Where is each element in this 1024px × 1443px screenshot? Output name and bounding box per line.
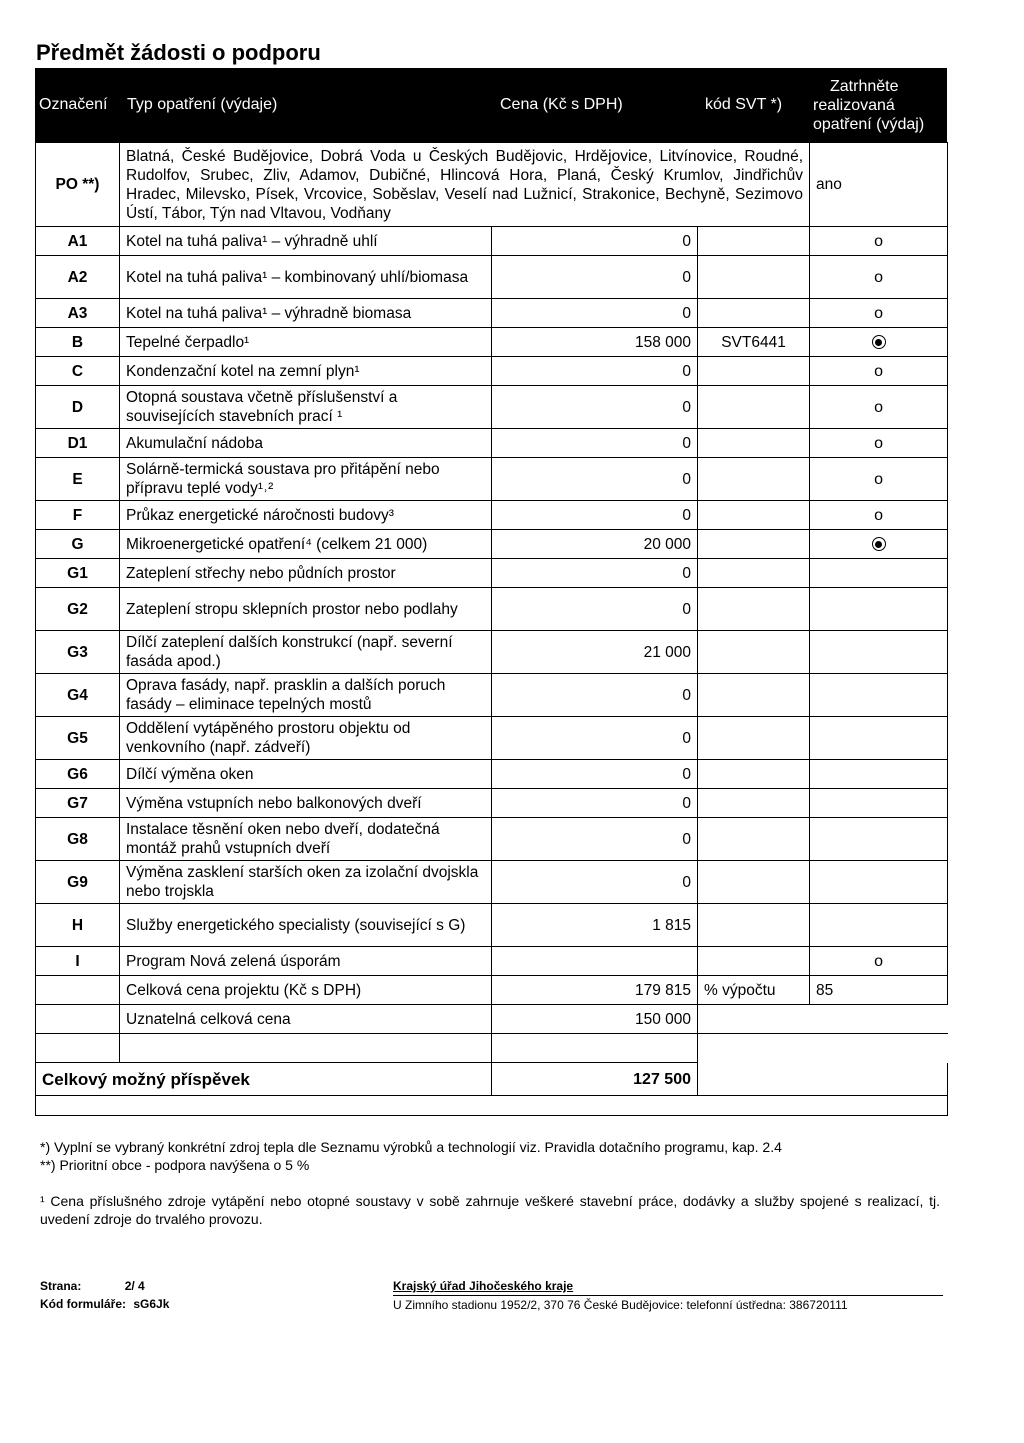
row-svt [698,717,810,760]
row-code: F [36,501,120,530]
empty-cell [810,1063,948,1096]
total-row [36,1034,948,1063]
empty-cell [810,1034,948,1063]
row-label: Oprava fasády, např. prasklin a dalších poruch fasády – eliminace tepelných mostů [120,674,492,717]
row-price: 20 000 [492,530,698,559]
row-price: 0 [492,256,698,299]
row-mark[interactable] [810,501,948,530]
row-label: Kondenzační kotel na zemní plyn¹ [120,357,492,386]
row-mark[interactable] [810,631,948,674]
row-code: D1 [36,429,120,458]
unselected-radio-icon[interactable]: o [874,470,883,488]
note-svt: *) Vyplní se vybraný konkrétní zdroj tepla dle Seznamu výrobků a technologií viz. Pravidla dotačního programu, kap. 2.4 [40,1139,782,1155]
row-label: Oddělení vytápěného prostoru objektu od venkovního (např. zádveří) [120,717,492,760]
row-price: 0 [492,299,698,328]
row-label: Mikroenergetické opatření⁴ (celkem 21 000) [120,530,492,559]
row-code: E [36,458,120,501]
row-price: 0 [492,588,698,631]
header-svt: kód SVT *) [705,96,783,113]
row-svt [698,674,810,717]
unselected-radio-icon[interactable]: o [874,398,883,416]
table-row [36,818,948,861]
unselected-radio-icon[interactable]: o [874,232,883,250]
row-svt [698,588,810,631]
table-row [36,227,948,256]
row-svt [698,631,810,674]
row-price: 0 [492,818,698,861]
table-row [36,357,948,386]
row-code: G5 [36,717,120,760]
header-mark-2: realizovaná [813,97,895,114]
office-address: U Zimního stadionu 1952/2, 370 76 České Budějovice: telefonní ústředna: 386720111 [393,1295,943,1314]
row-svt [698,861,810,904]
footnote-1: ¹ Cena příslušného zdroje vytápění nebo otopné soustavy v sobě zahrnuje veškeré stavební práce, dodávky a služby spojené s realizací, tj. uvedení zdroje do trvalého provozu. [40,1193,940,1227]
row-price: 0 [492,789,698,818]
row-svt [698,386,810,429]
row-label: Dílčí zateplení dalších konstrukcí (např. severní fasáda apod.) [120,631,492,674]
row-svt [698,357,810,386]
footer-left [40,1277,169,1313]
row-mark[interactable] [810,357,948,386]
row-mark[interactable] [810,760,948,789]
selected-radio-icon[interactable] [872,537,886,551]
table-row [36,760,948,789]
row-label: Kotel na tuhá paliva¹ – kombinovaný uhlí/biomasa [120,256,492,299]
row-price: 0 [492,559,698,588]
row-mark[interactable] [810,904,948,947]
header-price: Cena (Kč s DPH) [500,96,623,113]
row-price: 0 [492,674,698,717]
row-price [492,947,698,976]
row-mark[interactable] [810,789,948,818]
row-label: Průkaz energetické náročnosti budovy³ [120,501,492,530]
row-mark[interactable] [810,588,948,631]
selected-radio-icon[interactable] [872,335,886,349]
row-svt [698,789,810,818]
unselected-radio-icon[interactable]: o [874,268,883,286]
row-mark[interactable] [810,717,948,760]
unselected-radio-icon[interactable]: o [874,434,883,452]
row-mark[interactable] [810,429,948,458]
row-code: G [36,530,120,559]
empty-code [36,1005,120,1034]
empty-cell [698,1063,810,1096]
table-row [36,559,948,588]
row-svt [698,947,810,976]
total-row [36,1005,948,1034]
row-mark[interactable] [810,559,948,588]
table-row [36,717,948,760]
page-title: Předmět žádosti o podporu [36,40,321,65]
unselected-radio-icon[interactable]: o [874,304,883,322]
row-price: 1 815 [492,904,698,947]
table-row [36,861,948,904]
row-label: Služby energetického specialisty (související s G) [120,904,492,947]
row-svt [698,256,810,299]
row-price: 0 [492,386,698,429]
empty-cell [698,1034,810,1063]
po-municipalities: Blatná, České Budějovice, Dobrá Voda u Českých Budějovic, Hrdějovice, Litvínovice, Roudné, Rudolfov, Srubec, Zliv, Adamov, Dubičné, Hlincová Hora, Planá, Český Krumlov, Jindřichův Hradec, Milevsko, Písek, Vrcovice, Soběslav, Veselí nad Lužnicí, Strakonice, Bechyně, Sezimovo Ústí, Tábor, Týn nad Vltavou, Vodňany [120,143,810,227]
footer-right [393,1277,943,1314]
row-label: Zateplení stropu sklepních prostor nebo podlahy [120,588,492,631]
unselected-radio-icon[interactable]: o [874,362,883,380]
contribution-value: 127 500 [492,1063,698,1096]
table-row [36,904,948,947]
row-mark[interactable] [810,386,948,429]
row-code: G6 [36,760,120,789]
row-svt [698,458,810,501]
row-label: Solárně-termická soustava pro přitápění nebo přípravu teplé vody¹˒² [120,458,492,501]
page-label: Strana: [40,1279,82,1293]
row-label: Dílčí výměna oken [120,760,492,789]
row-mark[interactable] [810,947,948,976]
row-label: Kotel na tuhá paliva¹ – výhradně biomasa [120,299,492,328]
header-mark-3: opatření (výdaj) [813,116,925,133]
row-label: Instalace těsnění oken nebo dveří, dodatečná montáž prahů vstupních dveří [120,818,492,861]
row-mark[interactable] [810,227,948,256]
unselected-radio-icon[interactable]: o [874,506,883,524]
empty-cell [492,1034,698,1063]
row-mark[interactable] [810,530,948,559]
row-svt [698,299,810,328]
total-row [36,976,948,1005]
row-price: 0 [492,501,698,530]
row-svt [698,530,810,559]
row-price: 0 [492,458,698,501]
table-row [36,947,948,976]
row-label: Akumulační nádoba [120,429,492,458]
row-price: 0 [492,861,698,904]
row-label: Výměna zasklení starších oken za izolační dvojskla nebo trojskla [120,861,492,904]
table-row [36,530,948,559]
total-label: Celková cena projektu (Kč s DPH) [120,976,492,1005]
percent-value: 85 [810,976,948,1005]
row-code: G3 [36,631,120,674]
row-code: A3 [36,299,120,328]
po-code: PO **) [36,143,120,227]
office-name: Krajský úřad Jihočeského kraje [393,1279,574,1293]
total-value: 150 000 [492,1005,698,1034]
row-svt [698,501,810,530]
row-code: C [36,357,120,386]
row-mark[interactable] [810,458,948,501]
row-label: Kotel na tuhá paliva¹ – výhradně uhlí [120,227,492,256]
percent-label: % výpočtu [698,976,810,1005]
header-mark-1: Zatrhněte [830,78,899,95]
row-svt [698,429,810,458]
row-svt: SVT6441 [698,328,810,357]
total-row [36,1063,948,1096]
row-mark[interactable] [810,328,948,357]
note-priority: **) Prioritní obce - podpora navýšena o 5 % [40,1157,310,1173]
table-row [36,328,948,357]
form-label: Kód formuláře: [40,1297,127,1311]
row-label: Výměna vstupních nebo balkonových dveří [120,789,492,818]
table-row [36,588,948,631]
row-price: 0 [492,357,698,386]
row-code: G4 [36,674,120,717]
row-price: 158 000 [492,328,698,357]
table-row [36,674,948,717]
row-price: 21 000 [492,631,698,674]
row-mark[interactable] [810,861,948,904]
row-mark[interactable] [810,299,948,328]
row-code: D [36,386,120,429]
row-code: G1 [36,559,120,588]
contribution-label: Celkový možný příspěvek [36,1063,492,1096]
measures-table [35,142,948,1116]
row-svt [698,818,810,861]
table-row [36,789,948,818]
empty-cell [36,1096,948,1116]
row-code: G2 [36,588,120,631]
notes [40,1138,940,1174]
po-mark: ano [810,143,948,227]
row-label: Program Nová zelená úsporám [120,947,492,976]
total-label: Uznatelná celková cena [120,1005,492,1034]
row-code: G8 [36,818,120,861]
table-row [36,256,948,299]
header-type: Typ opatření (výdaje) [127,96,278,113]
row-svt [698,227,810,256]
table-row [36,501,948,530]
row-code: G7 [36,789,120,818]
row-code: G9 [36,861,120,904]
empty-code [36,1034,120,1063]
row-mark[interactable] [810,818,948,861]
row-label: Otopná soustava včetně příslušenství a souvisejících stavebních prací ¹ [120,386,492,429]
row-price: 0 [492,717,698,760]
row-label: Tepelné čerpadlo¹ [120,328,492,357]
table-row [36,631,948,674]
table-row [36,458,948,501]
row-code: I [36,947,120,976]
row-price: 0 [492,760,698,789]
row-price: 0 [492,227,698,256]
row-price: 0 [492,429,698,458]
row-code: B [36,328,120,357]
page-value: 2/ 4 [124,1279,145,1293]
empty-code [36,976,120,1005]
po-row [36,143,948,227]
empty-cell [698,1005,810,1034]
table-row [36,386,948,429]
row-svt [698,760,810,789]
empty-cell [810,1005,948,1034]
empty-cell [120,1034,492,1063]
row-code: H [36,904,120,947]
row-mark[interactable] [810,256,948,299]
row-svt [698,904,810,947]
table-header [35,68,947,143]
row-svt [698,559,810,588]
form-value: sG6Jk [133,1297,170,1311]
total-value: 179 815 [492,976,698,1005]
row-code: A1 [36,227,120,256]
table-row [36,299,948,328]
row-mark[interactable] [810,674,948,717]
row-code: A2 [36,256,120,299]
row-label: Zateplení střechy nebo půdních prostor [120,559,492,588]
spacer-row [36,1096,948,1116]
table-row [36,429,948,458]
unselected-radio-icon[interactable]: o [874,952,883,970]
header-code: Označení [39,96,108,113]
